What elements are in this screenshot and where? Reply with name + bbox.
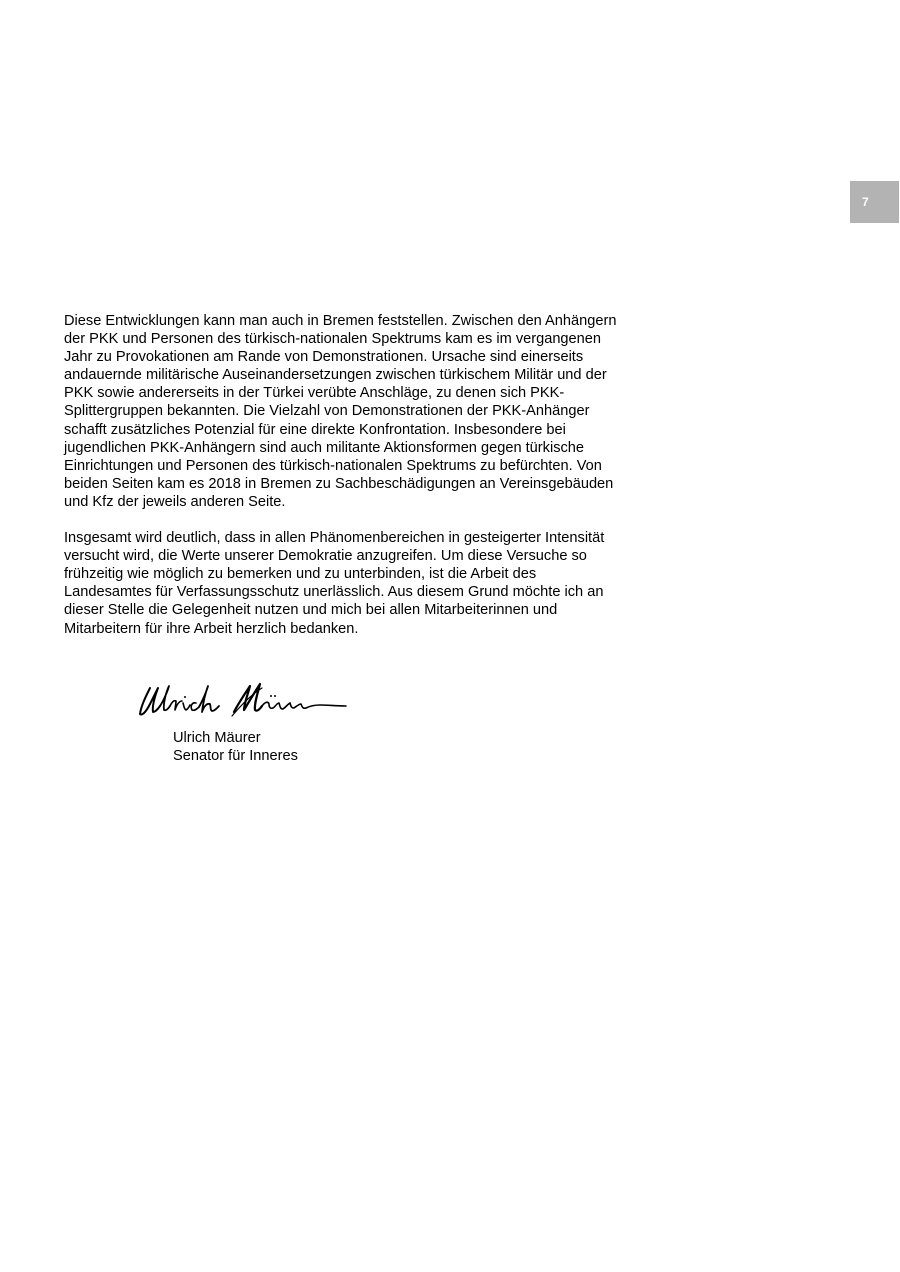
signer-name: Ulrich Mäurer — [173, 730, 261, 746]
paragraph-1: Diese Entwicklungen kann man auch in Bremen feststellen. Zwischen den Anhängern der PKK und Personen des türkisch-nationalen Spektrums kam es im vergangenen Jahr zu Provokationen am Rande von Demonstrationen. Ursache sind einerseits andauernde militärische Auseinandersetzungen zwischen türkischem Militär und der PKK sowie andererseits in der Türkei verübte Anschläge, zu denen sich PKK-Splittergruppen bekannten. Die Vielzahl von Demonstrationen der PKK-Anhänger schafft zusätzliches Potenzial für eine direkte Konfrontation. Insbesondere bei jugendlichen PKK-Anhängern sind auch militante Aktionsformen gegen türkische Einrichtungen und Personen des türkisch-nationalen Spektrums zu befürchten. Von beiden Seiten kam es 2018 in Bremen zu Sachbeschädigungen an Vereinsgebäuden und Kfz der jeweils anderen Seite. — [64, 313, 617, 510]
signer-title: Senator für Inneres — [173, 748, 298, 765]
page-number: 7 — [862, 195, 869, 209]
handwritten-signature — [136, 676, 352, 722]
letter-body — [64, 312, 624, 656]
paragraph-2: Insgesamt wird deutlich, dass in allen Phänomenbereichen in gesteigerter Intensität versucht wird, die Werte unserer Demokratie anzugreifen. Um diese Versuche so frühzeitig wie möglich zu bemerken und zu unterbinden, ist die Arbeit des Landesamtes für Verfassungsschutz unerlässlich. Aus diesem Grund möchte ich an dieser Stelle die Gelegenheit nutzen und mich bei allen Mitarbeiterinnen und Mitarbeitern für ihre Arbeit herzlich bedanken. — [64, 530, 605, 637]
signer-block — [173, 729, 298, 765]
page-number-tab — [850, 181, 899, 223]
